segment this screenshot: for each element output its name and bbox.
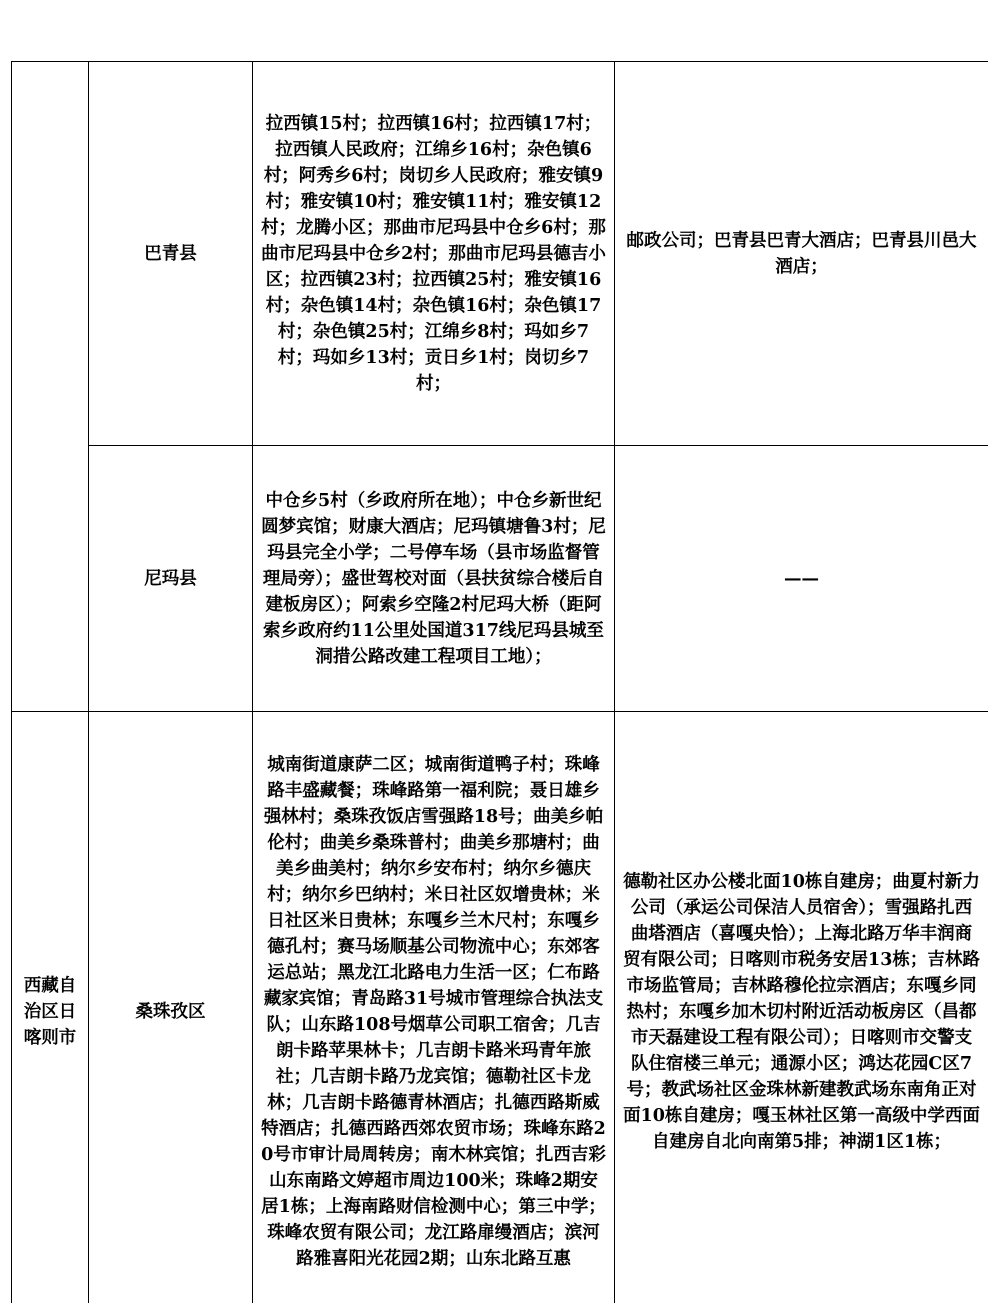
closure-table [11,61,988,1303]
document-page [11,61,988,1303]
table-row [12,62,989,446]
areas-cell: 中仓乡5村（乡政府所在地）；中仓乡新世纪圆梦宾馆；财康大酒店；尼玛镇塘鲁3村；尼玛县完全小学；二号停车场（县市场监督管理局旁）；盛世驾校对面（县扶贫综合楼后自建板房区）；阿索乡空隆2村尼玛大桥（距阿索乡政府约11公里处国道317线尼玛县城至洞措公路改建工程项目工地）； [253,446,615,712]
county-cell: 桑珠孜区 [89,712,253,1303]
table-row [12,446,989,712]
county-cell: 尼玛县 [89,446,253,712]
areas-cell: 城南街道康萨二区；城南街道鸭子村；珠峰路丰盛藏餐；珠峰路第一福利院；聂日雄乡强林村；桑珠孜饭店雪强路18号；曲美乡帕伦村；曲美乡桑珠普村；曲美乡那塘村；曲美乡曲美村；纳尔乡安布村；纳尔乡德庆村；纳尔乡巴纳村；米日社区奴增贵林；米日社区米日贵林；东嘎乡兰木尺村；东嘎乡德孔村；赛马场顺基公司物流中心；东郊客运总站；黑龙江北路电力生活一区；仁布路藏家宾馆；青岛路31号城市管理综合执法支队；山东路108号烟草公司职工宿舍；几吉朗卡路苹果林卡；几吉朗卡路米玛青年旅社；几吉朗卡路乃龙宾馆；德勒社区卡龙林；几吉朗卡路德青林酒店；扎德西路斯威特酒店；扎德西路西郊农贸市场；珠峰东路20号市审计局周转房；南木林宾馆；扎西吉彩山东南路文婷超市周边100米；珠峰2期安居1栋；上海南路财信检测中心；第三中学；珠峰农贸有限公司；龙江路扉缦酒店；滨河路雅喜阳光花园2期；山东北路互惠 [253,712,615,1303]
closed-places-cell: —— [615,446,989,712]
region-cell: 西藏自治区日喀则市 [12,712,89,1303]
areas-cell: 拉西镇15村；拉西镇16村；拉西镇17村；拉西镇人民政府；江绵乡16村；杂色镇6村；阿秀乡6村；岗切乡人民政府；雅安镇9村；雅安镇10村；雅安镇11村；雅安镇12村；龙腾小区；那曲市尼玛县中仓乡6村；那曲市尼玛县中仓乡2村；那曲市尼玛县德吉小区；拉西镇23村；拉西镇25村；雅安镇16村；杂色镇14村；杂色镇16村；杂色镇17村；杂色镇25村；江绵乡8村；玛如乡7村；玛如乡13村；贡日乡1村；岗切乡7村； [253,62,615,446]
closed-places-cell: 德勒社区办公楼北面10栋自建房；曲夏村新力公司（承运公司保洁人员宿舍）；雪强路扎西曲塔酒店（喜嘎央恰）；上海北路万华丰润商贸有限公司；日喀则市税务安居13栋；吉林路市场监管局；吉林路穆伦拉宗酒店；东嘎乡同热村；东嘎乡加木切村附近活动板房区（昌都市天磊建设工程有限公司）；日喀则市交警支队住宿楼三单元；通源小区；鸿达花园C区7号；教武场社区金珠林新建教武场东南角正对面10栋自建房；嘎玉林社区第一高级中学西面自建房自北向南第5排；神湖1区1栋； [615,712,989,1303]
region-cell [12,62,89,712]
county-cell: 巴青县 [89,62,253,446]
closed-places-cell: 邮政公司；巴青县巴青大酒店；巴青县川邑大酒店； [615,62,989,446]
table-row [12,712,989,1303]
